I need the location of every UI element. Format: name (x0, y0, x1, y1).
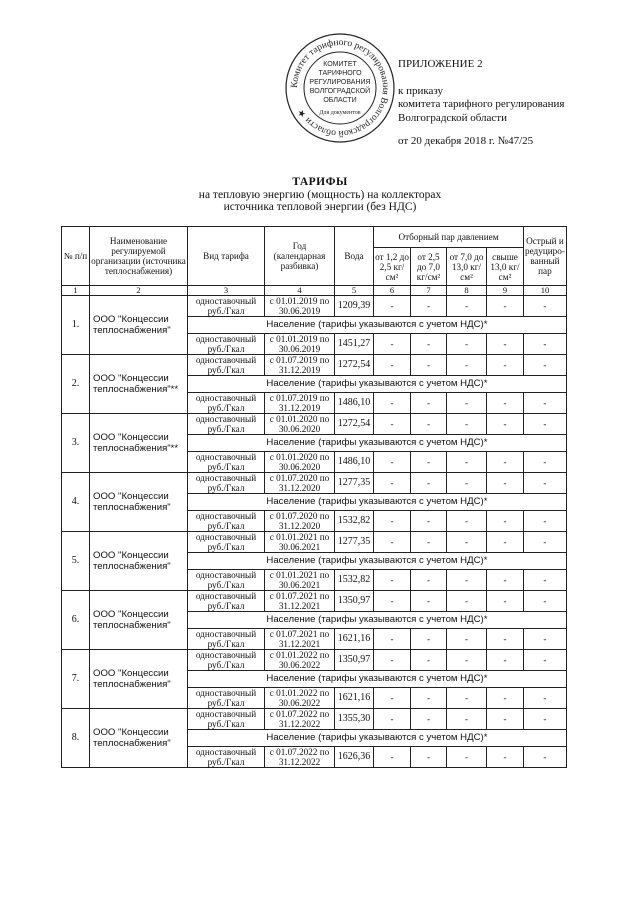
period: с 01.07.2019 по 31.12.2019 (265, 393, 335, 414)
header-org: Наименование регулируемой организации (источника теплоснабжения) (90, 227, 188, 286)
water-value: 1272,54 (335, 414, 374, 435)
empty-value: - (411, 414, 447, 435)
column-number: 2 (90, 286, 188, 296)
water-value: 1209,39 (335, 296, 374, 317)
water-value: 1626,36 (335, 747, 374, 768)
period: с 01.01.2019 по 30.06.2019 (265, 334, 335, 355)
tariff-type: одноставочный руб./Гкал (188, 334, 265, 355)
empty-value: - (447, 591, 487, 612)
empty-value: - (524, 414, 567, 435)
empty-value: - (374, 688, 411, 709)
header-pressure-4: свыше 13,0 кг/см² (487, 248, 524, 286)
appendix-header (398, 58, 564, 149)
empty-value: - (487, 570, 524, 591)
empty-value: - (374, 591, 411, 612)
empty-value: - (374, 414, 411, 435)
empty-value: - (487, 355, 524, 376)
column-number: 1 (62, 286, 90, 296)
population-note: Население (тарифы указываются с учетом НДС)* (188, 612, 567, 629)
row-index: 4. (62, 473, 90, 532)
tariff-type: одноставочный руб./Гкал (188, 650, 265, 671)
empty-value: - (411, 570, 447, 591)
tariff-groups (62, 296, 567, 768)
tariff-type: одноставочный руб./Гкал (188, 393, 265, 414)
period: с 01.07.2022 по 31.12.2022 (265, 747, 335, 768)
water-value: 1621,16 (335, 688, 374, 709)
empty-value: - (447, 296, 487, 317)
empty-value: - (487, 334, 524, 355)
water-value: 1350,97 (335, 591, 374, 612)
empty-value: - (447, 688, 487, 709)
table-row (62, 650, 567, 671)
row-index: 7. (62, 650, 90, 709)
empty-value: - (411, 511, 447, 532)
tariff-type: одноставочный руб./Гкал (188, 532, 265, 553)
header-water: Вода (335, 227, 374, 286)
empty-value: - (447, 629, 487, 650)
population-note: Население (тарифы указываются с учетом НДС)* (188, 553, 567, 570)
tariff-type: одноставочный руб./Гкал (188, 709, 265, 730)
header-pressure-3: от 7,0 до 13,0 кг/см² (447, 248, 487, 286)
tariff-type: одноставочный руб./Гкал (188, 591, 265, 612)
tariff-type: одноставочный руб./Гкал (188, 629, 265, 650)
empty-value: - (524, 532, 567, 553)
column-number: 6 (374, 286, 411, 296)
header-pressure-2: от 2,5 до 7,0 кг/см² (411, 248, 447, 286)
tariff-type: одноставочный руб./Гкал (188, 473, 265, 494)
appendix-line: к приказу (398, 84, 444, 97)
empty-value: - (447, 570, 487, 591)
empty-value: - (487, 591, 524, 612)
table-row (62, 709, 567, 730)
empty-value: - (411, 532, 447, 553)
period: с 01.01.2020 по 30.06.2020 (265, 452, 335, 473)
document-subtitle: на тепловую энергию (мощность) на коллекторах (198, 188, 442, 201)
empty-value: - (487, 532, 524, 553)
row-index: 1. (62, 296, 90, 355)
org-name: ООО "Концессии теплоснабжения" (90, 650, 188, 709)
tariff-type: одноставочный руб./Гкал (188, 414, 265, 435)
empty-value: - (524, 591, 567, 612)
empty-value: - (524, 747, 567, 768)
org-name: ООО "Концессии теплоснабжения" (90, 532, 188, 591)
official-stamp (284, 32, 396, 144)
column-number: 3 (188, 286, 265, 296)
water-value: 1355,30 (335, 709, 374, 730)
empty-value: - (374, 355, 411, 376)
empty-value: - (487, 709, 524, 730)
column-numbers-row (62, 286, 567, 296)
empty-value: - (524, 355, 567, 376)
population-note: Население (тарифы указываются с учетом НДС)* (188, 317, 567, 334)
period: с 01.07.2022 по 31.12.2022 (265, 709, 335, 730)
period: с 01.07.2020 по 31.12.2020 (265, 473, 335, 494)
empty-value: - (447, 393, 487, 414)
appendix-line: комитета тарифного регулирования (398, 98, 565, 110)
empty-value: - (524, 688, 567, 709)
empty-value: - (374, 334, 411, 355)
empty-value: - (374, 452, 411, 473)
svg-text:РЕГУЛИРОВАНИЯ: РЕГУЛИРОВАНИЯ (309, 79, 371, 86)
table-row (62, 532, 567, 553)
empty-value: - (524, 650, 567, 671)
table-row (62, 355, 567, 376)
period: с 01.01.2019 по 30.06.2019 (265, 296, 335, 317)
empty-value: - (374, 570, 411, 591)
empty-value: - (374, 747, 411, 768)
empty-value: - (487, 473, 524, 494)
population-note: Население (тарифы указываются с учетом НДС)* (188, 730, 567, 747)
water-value: 1532,82 (335, 511, 374, 532)
water-value: 1532,82 (335, 570, 374, 591)
document-title-block (0, 176, 640, 214)
row-index: 2. (62, 355, 90, 414)
svg-text:ТАРИФНОГО: ТАРИФНОГО (318, 70, 362, 77)
empty-value: - (524, 629, 567, 650)
period: с 01.07.2021 по 31.12.2021 (265, 629, 335, 650)
org-name: ООО "Концессии теплоснабжения" (90, 709, 188, 768)
document-title: ТАРИФЫ (292, 176, 348, 188)
empty-value: - (524, 709, 567, 730)
tariff-type: одноставочный руб./Гкал (188, 511, 265, 532)
tariff-type: одноставочный руб./Гкал (188, 747, 265, 768)
water-value: 1486,10 (335, 452, 374, 473)
org-name: ООО "Концессии теплоснабжения"** (90, 414, 188, 473)
empty-value: - (487, 629, 524, 650)
empty-value: - (411, 296, 447, 317)
table-row (62, 473, 567, 494)
water-value: 1451,27 (335, 334, 374, 355)
empty-value: - (374, 709, 411, 730)
document-subtitle: источника тепловой энергии (без НДС) (223, 201, 417, 213)
empty-value: - (487, 296, 524, 317)
empty-value: - (411, 688, 447, 709)
empty-value: - (447, 709, 487, 730)
empty-value: - (524, 393, 567, 414)
empty-value: - (411, 591, 447, 612)
empty-value: - (447, 355, 487, 376)
empty-value: - (374, 393, 411, 414)
population-note: Население (тарифы указываются с учетом НДС)* (188, 435, 567, 452)
table-row (62, 591, 567, 612)
empty-value: - (447, 334, 487, 355)
svg-text:Для документов: Для документов (319, 110, 361, 116)
table-row (62, 414, 567, 435)
empty-value: - (411, 355, 447, 376)
water-value: 1272,54 (335, 355, 374, 376)
period: с 01.01.2021 по 30.06.2021 (265, 532, 335, 553)
empty-value: - (411, 334, 447, 355)
water-value: 1350,97 (335, 650, 374, 671)
empty-value: - (487, 511, 524, 532)
empty-value: - (411, 629, 447, 650)
header-tariff: Вид тарифа (188, 227, 265, 286)
empty-value: - (447, 747, 487, 768)
empty-value: - (487, 688, 524, 709)
empty-value: - (447, 532, 487, 553)
org-name: ООО "Концессии теплоснабжения"** (90, 355, 188, 414)
tariff-type: одноставочный руб./Гкал (188, 452, 265, 473)
empty-value: - (374, 296, 411, 317)
empty-value: - (524, 334, 567, 355)
empty-value: - (374, 473, 411, 494)
population-note: Население (тарифы указываются с учетом НДС)* (188, 671, 567, 688)
period: с 01.01.2022 по 30.06.2022 (265, 688, 335, 709)
svg-text:ОБЛАСТИ: ОБЛАСТИ (323, 97, 357, 104)
empty-value: - (411, 650, 447, 671)
org-name: ООО "Концессии теплоснабжения" (90, 296, 188, 355)
header-steam-group: Отборный пар давлением (374, 227, 524, 248)
tariff-type: одноставочный руб./Гкал (188, 570, 265, 591)
population-note: Население (тарифы указываются с учетом НДС)* (188, 494, 567, 511)
period: с 01.01.2022 по 30.06.2022 (265, 650, 335, 671)
tariff-type: одноставочный руб./Гкал (188, 688, 265, 709)
water-value: 1621,16 (335, 629, 374, 650)
row-index: 5. (62, 532, 90, 591)
empty-value: - (447, 473, 487, 494)
tariff-type: одноставочный руб./Гкал (188, 355, 265, 376)
column-number: 9 (487, 286, 524, 296)
empty-value: - (524, 473, 567, 494)
empty-value: - (447, 511, 487, 532)
svg-text:ВОЛГОГРАДСКОЙ: ВОЛГОГРАДСКОЙ (309, 88, 371, 95)
empty-value: - (411, 452, 447, 473)
empty-value: - (524, 511, 567, 532)
row-index: 6. (62, 591, 90, 650)
period: с 01.01.2021 по 30.06.2021 (265, 570, 335, 591)
appendix-title: ПРИЛОЖЕНИЕ 2 (398, 58, 483, 70)
water-value: 1277,35 (335, 473, 374, 494)
empty-value: - (411, 709, 447, 730)
column-number: 4 (265, 286, 335, 296)
stamp-seal-icon (284, 32, 396, 144)
empty-value: - (374, 629, 411, 650)
header-pressure-1: от 1,2 до 2,5 кг/см² (374, 248, 411, 286)
column-number: 5 (335, 286, 374, 296)
empty-value: - (487, 650, 524, 671)
row-index: 3. (62, 414, 90, 473)
svg-text:Комитет тарифного регулировани: Комитет тарифного регулирования Волгоградской области ★ (289, 37, 391, 139)
water-value: 1486,10 (335, 393, 374, 414)
period: с 01.01.2020 по 30.06.2020 (265, 414, 335, 435)
water-value: 1277,35 (335, 532, 374, 553)
empty-value: - (447, 650, 487, 671)
empty-value: - (374, 511, 411, 532)
row-index: 8. (62, 709, 90, 768)
empty-value: - (374, 532, 411, 553)
header-sharp-steam: Острый и редуциро- ванный пар (524, 227, 567, 286)
column-number: 10 (524, 286, 567, 296)
header-num: № п/п (62, 227, 90, 286)
empty-value: - (487, 747, 524, 768)
org-name: ООО "Концессии теплоснабжения" (90, 473, 188, 532)
period: с 01.07.2019 по 31.12.2019 (265, 355, 335, 376)
empty-value: - (447, 414, 487, 435)
org-name: ООО "Концессии теплоснабжения" (90, 591, 188, 650)
empty-value: - (487, 393, 524, 414)
appendix-date: от 20 декабря 2018 г. №47/25 (398, 135, 534, 147)
empty-value: - (411, 747, 447, 768)
empty-value: - (374, 650, 411, 671)
empty-value: - (524, 296, 567, 317)
column-number: 8 (447, 286, 487, 296)
empty-value: - (487, 452, 524, 473)
table-row (62, 296, 567, 317)
appendix-line: Волгоградской области (398, 111, 507, 124)
tariff-table (61, 226, 567, 768)
empty-value: - (447, 452, 487, 473)
empty-value: - (524, 452, 567, 473)
header-year: Год (календарная разбивка) (265, 227, 335, 286)
empty-value: - (524, 570, 567, 591)
column-number: 7 (411, 286, 447, 296)
period: с 01.07.2021 по 31.12.2021 (265, 591, 335, 612)
period: с 01.07.2020 по 31.12.2020 (265, 511, 335, 532)
tariff-type: одноставочный руб./Гкал (188, 296, 265, 317)
empty-value: - (411, 473, 447, 494)
empty-value: - (411, 393, 447, 414)
svg-text:КОМИТЕТ: КОМИТЕТ (323, 61, 357, 68)
population-note: Население (тарифы указываются с учетом НДС)* (188, 376, 567, 393)
empty-value: - (487, 414, 524, 435)
